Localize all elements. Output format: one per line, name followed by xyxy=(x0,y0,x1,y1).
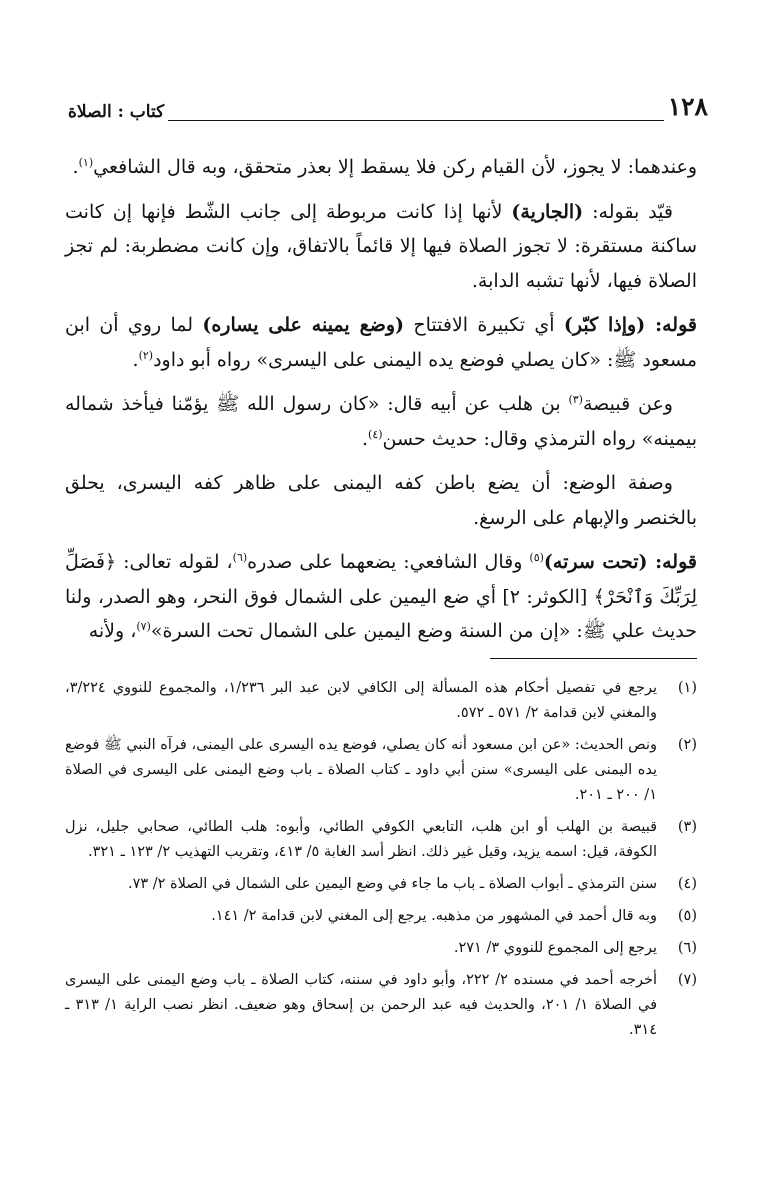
footnote-1 xyxy=(65,676,697,726)
footnote-2 xyxy=(65,733,697,808)
footnote-ref[interactable]: (٤) xyxy=(368,427,383,441)
footnote-separator xyxy=(490,658,697,659)
main-text xyxy=(65,150,697,659)
paragraph-4: وعن قبيصة$^{(٣)}$ بن هلب عن أبيه قال: «كان رسول الله ﷺ يؤمّنا فيأخذ شماله بيمينه» رواه الترمذي وقال: حديث حسن$^{(٤)}$. xyxy=(65,393,697,450)
footnote-number: (٤) xyxy=(677,876,697,892)
footnote-text: يرجع إلى المجموع للنووي ٣/ ٢٧١. xyxy=(453,940,657,956)
paragraph-5: وصفة الوضع: أن يضع باطن كفه اليمنى على ظاهر كفه اليسرى، يحلق بالخنصر والإبهام على الرسغ. xyxy=(65,472,697,529)
footnote-ref[interactable]: (٥) xyxy=(529,551,544,564)
footnote-7 xyxy=(65,968,697,1043)
keyword-taht-surratihi: قوله: (تحت سرته) xyxy=(543,551,697,573)
footnote-text: قبيصة بن الهلب أو ابن هلب، التابعي الكوفي الطائي، وأبوه: هلب الطائي، صحابي جليل، نزل الكوفة، قيل: اسمه يزيد، وقيل غير ذلك. انظر أسد الغابة ٥/ ٤١٣، وتقريب التهذيب ٢/ ١٢٣ ـ ٣٢١. xyxy=(65,819,657,860)
footnote-ref[interactable]: (٧) xyxy=(136,620,151,633)
footnote-text: يرجع في تفصيل أحكام هذه المسألة إلى الكافي لابن عبد البر ١/٢٣٦، والمجموع للنووي ٣/٢٢٤، والمغني لابن قدامة ٢/ ٥٧١ ـ ٥٧٢. xyxy=(65,680,657,721)
footnote-4 xyxy=(65,872,697,897)
keyword-wada-yaminahu: (وضع يمينه على يساره) xyxy=(202,314,405,336)
paragraph-2: قيّد بقوله: (الجارية) لأنها إذا كانت مربوطة إلى جانب الشّط فإنها إن كانت ساكنة مستقرة: لا تجوز الصلاة فيها إلا قائماً بالاتفاق، وإن كانت مضطربة: لم تجز الصلاة فيها، لأنها تشبه الدابة. xyxy=(65,200,697,292)
footnote-number: (٥) xyxy=(677,908,697,924)
footnote-number: (٣) xyxy=(677,819,697,835)
page-header xyxy=(68,92,708,132)
keyword-jariya: (الجارية) xyxy=(511,200,584,223)
footnote-text: وبه قال أحمد في المشهور من مذهبه. يرجع إلى المغني لابن قدامة ٢/ ١٤١. xyxy=(211,908,657,924)
footnote-6 xyxy=(65,936,697,961)
footnote-number: (٦) xyxy=(677,940,697,956)
footnote-3 xyxy=(65,815,697,865)
footnote-number: (٧) xyxy=(677,972,697,988)
footnote-number: (٢) xyxy=(677,737,697,753)
footnote-ref[interactable]: (٦) xyxy=(232,551,248,564)
footnote-ref[interactable]: (١) xyxy=(78,156,94,169)
footnote-text: سنن الترمذي ـ أبواب الصلاة ـ باب ما جاء في وضع اليمين على الشمال في الصلاة ٢/ ٧٣. xyxy=(127,876,657,892)
paragraph-6: قوله: (تحت سرته)$^{(٥)}$ وقال الشافعي: يضعهما على صدره$^{(٦)}$، لقوله تعالى: ﴿فَصَلِّ لِرَبِّكَ وَٱنْحَرْ﴾ [الكوثر: ٢] أي ضع اليمين على الشمال فوق النحر، وهو الصدر، ولنا حديث علي ﷺ: «إن من السنة وضع اليمين على الشمال تحت السرة»$^{(٧)}$، ولأنه xyxy=(65,551,697,642)
footnote-5 xyxy=(65,904,697,929)
footnote-text: أخرجه أحمد في مسنده ٢/ ٢٢٢، وأبو داود في سننه، كتاب الصلاة ـ باب وضع اليمنى على اليسرى في الصلاة ١/ ٢٠١، والحديث فيه عبد الرحمن بن إسحاق وهو ضعيف. انظر نصب الراية ١/ ٣١٣ ـ ٣١٤. xyxy=(65,972,657,1038)
paragraph-3: قوله: (وإذا كبّر) أي تكبيرة الافتتاح (وضع يمينه على يساره) لما روي أن ابن مسعود ﷺ: «كان يصلي فوضع يده اليمنى على اليسرى» رواه أبو داود$^{(٢)}$. xyxy=(65,314,697,371)
running-title: كتاب : الصلاة xyxy=(68,102,165,122)
footnote-ref[interactable]: (٣) xyxy=(568,393,583,406)
header-rule xyxy=(168,120,664,121)
footnote-ref[interactable]: (٢) xyxy=(138,348,154,362)
page-number: ١٢٨ xyxy=(667,92,708,121)
footnote-number: (١) xyxy=(677,680,697,696)
footnotes xyxy=(65,676,697,1050)
paragraph-1: وعندهما: لا يجوز، لأن القيام ركن فلا يسقط إلا بعذر متحقق، وبه قال الشافعي$^{(١)}$. xyxy=(72,156,697,178)
footnote-text: ونص الحديث: «عن ابن مسعود أنه كان يصلي، فوضع يده اليسرى على اليمنى، فرآه النبي ﷺ فوضع يده اليمنى على اليسرى» سنن أبي داود ـ كتاب الصلاة ـ باب وضع اليمنى على اليسرى في الصلاة ١/ ٢٠٠ ـ ٢٠١. xyxy=(65,737,657,803)
keyword-iza-kabbar: قوله: (وإذا كبّر) xyxy=(563,314,697,336)
